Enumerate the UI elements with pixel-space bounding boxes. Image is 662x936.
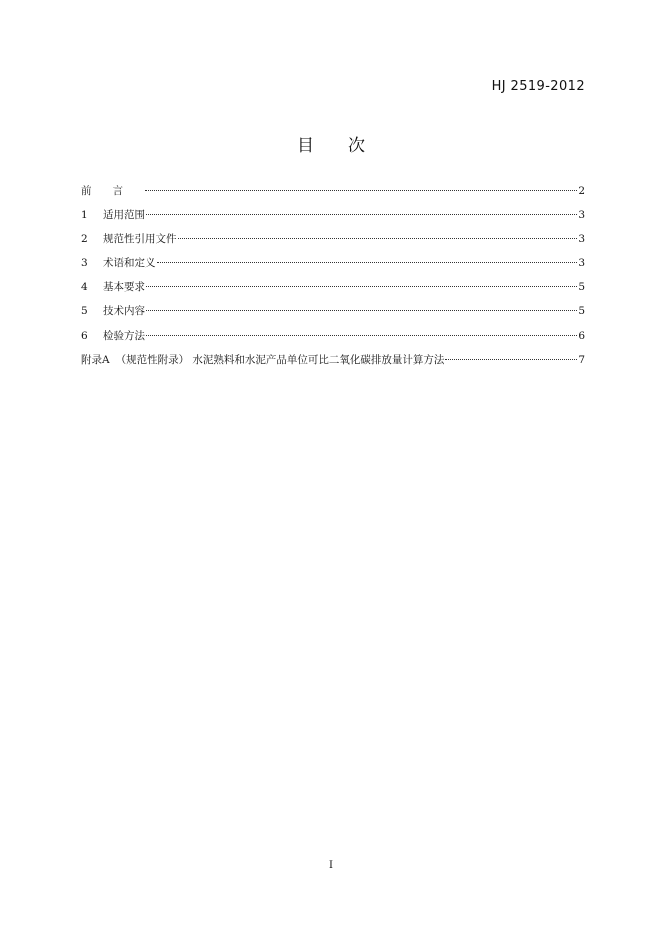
dot-leader bbox=[145, 190, 577, 191]
dot-leader bbox=[445, 359, 577, 360]
table-of-contents bbox=[81, 184, 585, 377]
dot-leader bbox=[157, 262, 578, 263]
toc-entry-label: 技术内容 bbox=[103, 305, 145, 318]
toc-entry-number: 3 bbox=[81, 257, 88, 270]
page-title: 目次 bbox=[297, 136, 399, 156]
toc-entry-label: 检验方法 bbox=[103, 329, 145, 342]
toc-entry-label: 术语和定义 bbox=[103, 257, 156, 270]
toc-entry-page: 2 bbox=[578, 185, 585, 197]
toc-entry-page: 7 bbox=[578, 353, 585, 366]
toc-entry-terms-definitions[interactable] bbox=[81, 256, 585, 280]
toc-entry-label: 适用范围 bbox=[103, 209, 145, 222]
standard-code: HJ 2519-2012 bbox=[491, 79, 585, 94]
toc-entry-page: 5 bbox=[578, 305, 585, 318]
toc-entry-number: 附录A bbox=[81, 353, 110, 366]
toc-entry-page: 5 bbox=[578, 281, 585, 294]
toc-entry-test-methods[interactable] bbox=[81, 329, 585, 353]
toc-entry-foreword[interactable] bbox=[81, 184, 585, 208]
toc-entry-label: （规范性附录） 水泥熟料和水泥产品单位可比二氧化碳排放量计算方法 bbox=[115, 353, 445, 366]
toc-entry-technical-content[interactable] bbox=[81, 304, 585, 328]
dot-leader bbox=[146, 214, 577, 215]
toc-entry-number: 5 bbox=[81, 305, 88, 318]
toc-entry-number: 4 bbox=[81, 281, 88, 294]
toc-entry-label: 规范性引用文件 bbox=[103, 233, 177, 246]
toc-entry-number: 1 bbox=[81, 209, 88, 222]
toc-entry-page: 3 bbox=[578, 257, 585, 270]
toc-entry-number: 2 bbox=[81, 233, 88, 246]
toc-entry-annex-a[interactable] bbox=[81, 353, 585, 377]
toc-entry-label: 基本要求 bbox=[103, 281, 145, 294]
toc-entry-basic-requirements[interactable] bbox=[81, 280, 585, 304]
dot-leader bbox=[146, 310, 577, 311]
dot-leader bbox=[146, 335, 577, 336]
toc-entry-scope[interactable] bbox=[81, 208, 585, 232]
toc-entry-page: 6 bbox=[578, 329, 585, 342]
toc-entry-page: 3 bbox=[578, 209, 585, 222]
toc-entry-page: 3 bbox=[578, 233, 585, 246]
toc-entry-number: 6 bbox=[81, 329, 88, 342]
dot-leader bbox=[178, 238, 578, 239]
dot-leader bbox=[146, 286, 577, 287]
toc-entry-label: 前言 bbox=[81, 185, 144, 197]
page-number: I bbox=[329, 860, 333, 871]
toc-entry-normative-references[interactable] bbox=[81, 232, 585, 256]
